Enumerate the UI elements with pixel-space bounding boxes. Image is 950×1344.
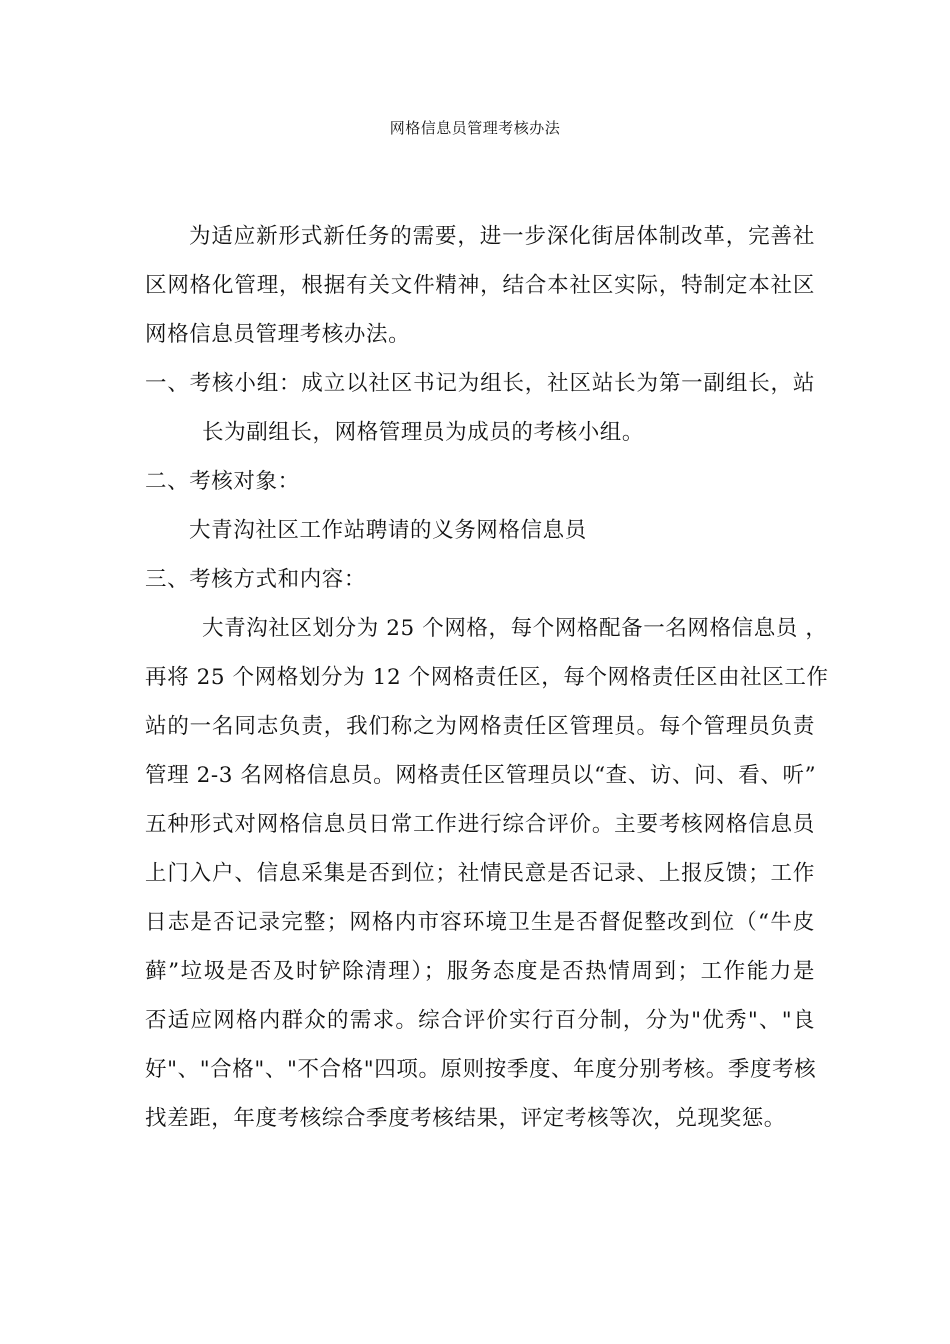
section-2-content: 大青沟社区工作站聘请的义务网格信息员	[189, 518, 587, 543]
section-1	[145, 359, 815, 457]
document-body	[145, 212, 829, 1143]
section-3-line: 日志是否记录完整；网格内市容环境卫生是否督促整改到位（“牛皮	[145, 910, 815, 935]
section-3-line: 好"、"合格"、"不合格"四项。原则按季度、年度分别考核。季度考核	[145, 1057, 817, 1082]
section-1-heading: 一、考核小组：成立以社区书记为组长，社区站长为第一副组长，站	[145, 371, 815, 396]
section-3-line: 上门入户、信息采集是否到位；社情民意是否记录、上报反馈；工作	[145, 861, 815, 886]
section-3-line: 藓”垃圾是否及时铲除清理）；服务态度是否热情周到；工作能力是	[145, 959, 815, 984]
intro-line: 区网格化管理，根据有关文件精神，结合本社区实际，特制定本社区	[145, 273, 815, 298]
section-3-line: 否适应网格内群众的需求。综合评价实行百分制，分为"优秀"、"良	[145, 1008, 815, 1033]
section-3-line: 找差距，年度考核综合季度考核结果，评定考核等次，兑现奖惩。	[145, 1106, 786, 1131]
section-3-line: 管理 2-3 名网格信息员。网格责任区管理员以“查、访、问、看、听”	[145, 763, 817, 788]
intro-line: 网格信息员管理考核办法。	[145, 322, 411, 347]
intro-line: 为适应新形式新任务的需要，进一步深化街居体制改革，完善社	[189, 224, 815, 249]
section-3-line: 再将 25 个网格划分为 12 个网格责任区，每个网格责任区由社区工作	[145, 665, 829, 690]
section-3-line: 站的一名同志负责，我们称之为网格责任区管理员。每个管理员负责	[145, 714, 815, 739]
section-3-heading: 三、考核方式和内容：	[145, 567, 367, 592]
section-2-heading: 二、考核对象：	[145, 469, 300, 494]
section-3-line: 大青沟社区划分为 25 个网格，每个网格配备一名网格信息员 ，	[202, 616, 828, 641]
section-3-line: 五种形式对网格信息员日常工作进行综合评价。主要考核网格信息员	[145, 812, 815, 837]
document-title: 网格信息员管理考核办法	[389, 119, 561, 137]
section-2	[145, 457, 815, 555]
intro-paragraph	[145, 212, 815, 359]
section-3	[145, 555, 829, 1143]
section-1-continuation: 长为副组长，网格管理员为成员的考核小组。	[202, 420, 645, 445]
